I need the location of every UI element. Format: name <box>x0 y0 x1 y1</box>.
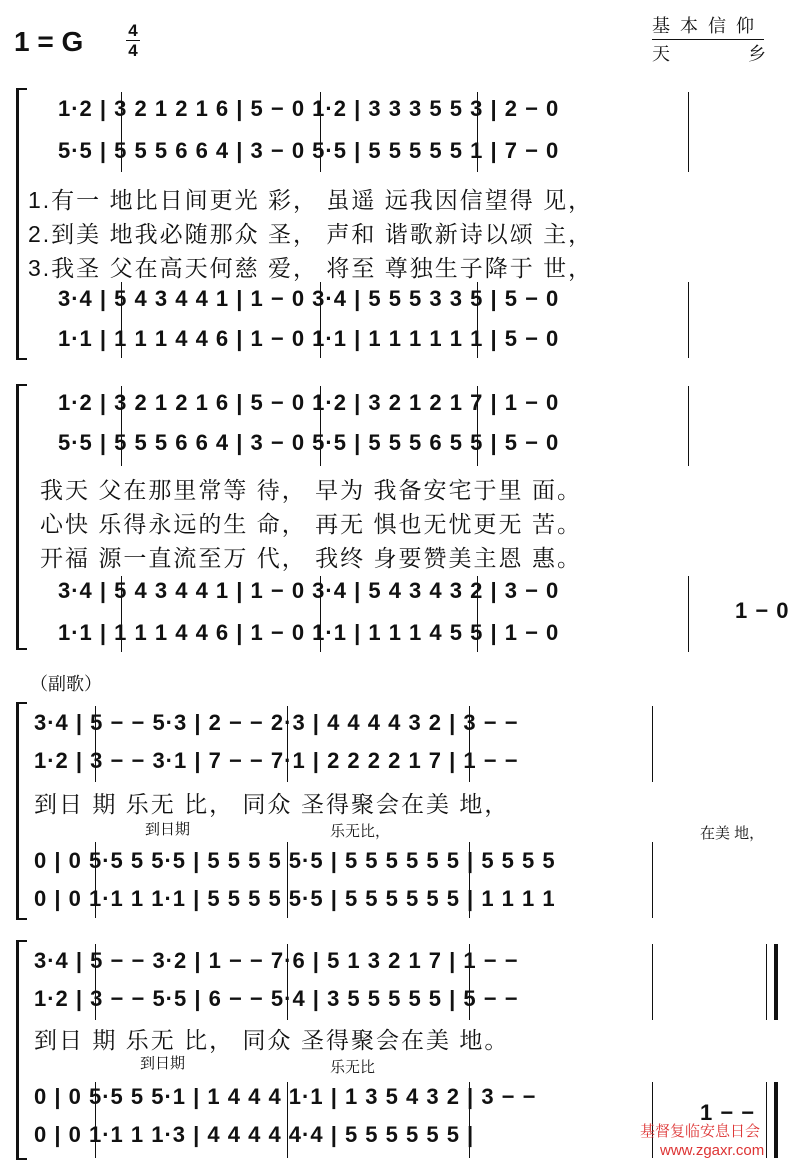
system1-staff4: 1·1 | 1 1 1 4 4 6 | 1 − 0 1·1 | 1 1 1 1 1 1 | 5 − 0 <box>58 326 560 351</box>
system2-lyric1: 我天 父在那里常等 待， 早为 我备安宅于里 面。 <box>40 477 582 503</box>
chorus-label: （副歌） <box>30 674 102 694</box>
credit-author-b: 乡 <box>748 44 776 64</box>
system4-final-bar <box>766 944 767 1020</box>
time-signature-bottom: 4 <box>128 41 138 60</box>
system1-bar <box>688 282 689 358</box>
system4-staff1: 3·4 | 5 − − 3·2 | 1 − − 7·6 | 5 1 3 2 1 7 | 1 − − <box>34 948 519 973</box>
system1-lyric2: 2.到美 地我必随那众 圣， 声和 谐歌新诗以颂 主， <box>28 221 594 247</box>
system1-staff3: 3·4 | 5 4 3 4 4 1 | 1 − 0 3·4 | 5 5 5 3 3 5 | 5 − 0 <box>58 286 560 311</box>
system3-staff2: 1·2 | 3 − − 3·1 | 7 − − 7·1 | 2 2 2 2 1 7 | 1 − − <box>34 748 519 773</box>
system4-bar <box>652 944 653 1020</box>
system3-sub-lyric-c: 在美 地， <box>700 825 765 842</box>
system2-bar <box>688 576 689 652</box>
system1-staff2: 5·5 | 5 5 5 6 6 4 | 3 − 0 5·5 | 5 5 5 5 5 1 | 7 − 0 <box>58 138 560 163</box>
system3-staff4: 0 | 0 1·1 1 1·1 | 5 5 5 5 5·5 | 5 5 5 5 5 5 | 1 1 1 1 <box>34 886 556 911</box>
system3-sub-lyric-b: 乐无比， <box>330 823 391 840</box>
system2-lyric2: 心快 乐得永远的生 命， 再无 惧也无忧更无 苦。 <box>40 511 582 537</box>
system4-sub-lyric-b: 乐无比 <box>330 1059 376 1076</box>
system3-lyric: 到日 期 乐无 比， 同众 圣得聚会在美 地， <box>34 791 510 817</box>
system3-bar <box>652 842 653 918</box>
system1-lyric1: 1.有一 地比日间更光 彩， 虽遥 远我因信望得 见， <box>28 187 594 213</box>
system4-bracket <box>16 940 27 1160</box>
watermark-text: 基督复临安息日会 <box>640 1123 761 1140</box>
system4-final-bar <box>766 1082 767 1158</box>
system3-bracket <box>16 702 27 920</box>
system4-staff3-extra: 1 − − <box>700 1100 756 1125</box>
system2-bracket <box>16 384 27 650</box>
credit-title: 基本信仰 <box>652 12 764 40</box>
system4-sub-lyric-a: 到日期 <box>140 1055 186 1072</box>
key-signature: 1 = G <box>14 26 84 57</box>
system2-staff3: 3·4 | 5 4 3 4 4 1 | 1 − 0 3·4 | 5 4 3 4 3 2 | 3 − 0 <box>58 578 560 603</box>
system2-bar <box>688 386 689 466</box>
system1-lyric3: 3.我圣 父在高天何慈 爱， 将至 尊独生子降于 世， <box>28 255 594 281</box>
time-signature-top: 4 <box>128 21 138 40</box>
system3-staff3: 0 | 0 5·5 5 5·5 | 5 5 5 5 5·5 | 5 5 5 5 5 5 | 5 5 5 5 <box>34 848 556 873</box>
system1-bracket <box>16 88 27 360</box>
system3-bar <box>652 706 653 782</box>
system2-staff4: 1·1 | 1 1 1 4 4 6 | 1 − 0 1·1 | 1 1 1 4 5 5 | 1 − 0 <box>58 620 560 645</box>
system2-lyric3: 开福 源一直流至万 代， 我终 身要赞美主恩 惠。 <box>40 545 582 571</box>
system3-staff1: 3·4 | 5 − − 5·3 | 2 − − 2·3 | 4 4 4 4 3 2 | 3 − − <box>34 710 519 735</box>
system4-final-bar-thick <box>774 1082 778 1158</box>
system2-staff1: 1·2 | 3 2 1 2 1 6 | 5 − 0 1·2 | 3 2 1 2 1 7 | 1 − 0 <box>58 390 560 415</box>
system4-staff3: 0 | 0 5·5 5 5·1 | 1 4 4 4 1·1 | 1 3 5 4 3 2 | 3 − − <box>34 1084 537 1109</box>
system2-staff2: 5·5 | 5 5 5 6 6 4 | 3 − 0 5·5 | 5 5 5 6 5 5 | 5 − 0 <box>58 430 560 455</box>
system1-bar <box>688 92 689 172</box>
system4-final-bar-thick <box>774 944 778 1020</box>
system3-sub-lyric-a: 到日期 <box>145 821 191 838</box>
watermark-url: www.zgaxr.com <box>660 1142 765 1159</box>
time-signature <box>126 22 140 59</box>
system1-staff1: 1·2 | 3 2 1 2 1 6 | 5 − 0 1·2 | 3 3 3 5 5 3 | 2 − 0 <box>58 96 560 121</box>
credit-author-a: 天 <box>652 44 680 64</box>
system4-lyric: 到日 期 乐无 比， 同众 圣得聚会在美 地。 <box>34 1027 510 1053</box>
system4-staff2: 1·2 | 3 − − 5·5 | 6 − − 5·4 | 3 5 5 5 5 5 | 5 − − <box>34 986 519 1011</box>
system4-staff4: 0 | 0 1·1 1 1·3 | 4 4 4 4 4·4 | 5 5 5 5 5 5 | <box>34 1122 475 1147</box>
system2-staff3-extra: 1 − 0 <box>735 598 790 623</box>
